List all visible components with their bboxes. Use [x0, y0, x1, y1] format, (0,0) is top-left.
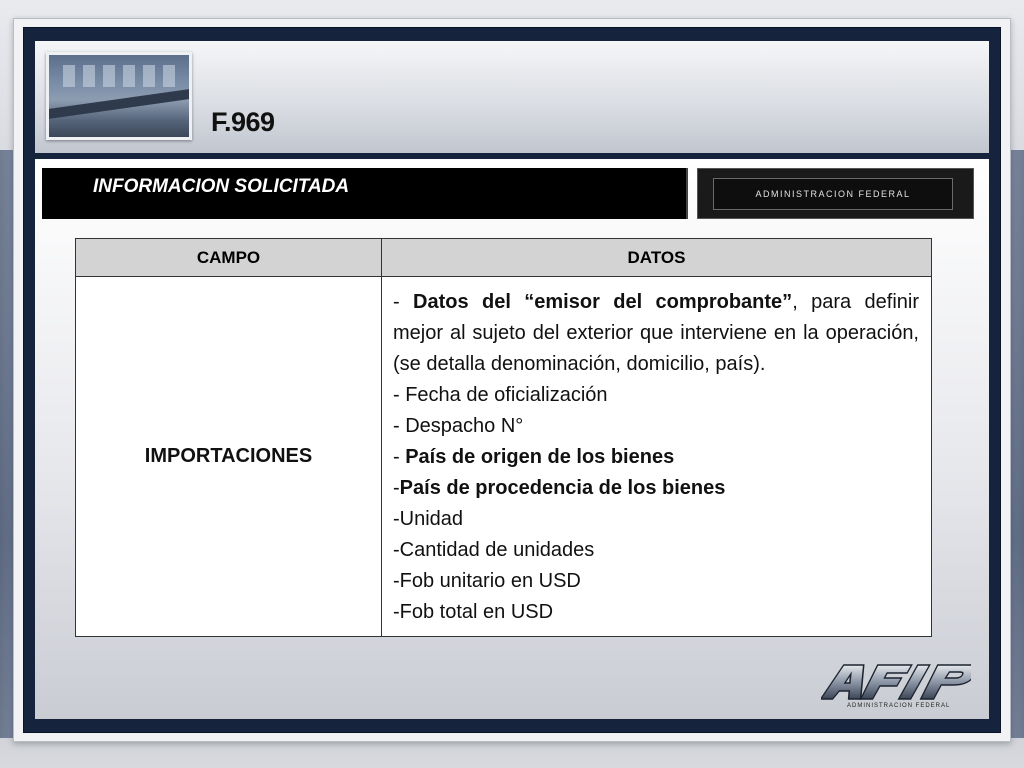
item-fob-total: -Fob total en USD: [393, 601, 554, 623]
column-header-campo: CAMPO: [76, 239, 382, 277]
section-bar: [42, 168, 688, 219]
afip-logo-subtitle: ADMINISTRACION FEDERAL: [847, 703, 951, 709]
item-fob-unitario: -Fob unitario en USD: [393, 570, 581, 592]
slide-header: [35, 41, 989, 153]
item-procedencia: -País de procedencia de los bienes: [393, 477, 726, 499]
table-header-row: [76, 239, 932, 277]
data-table: [75, 238, 932, 637]
afip-logo: [821, 661, 971, 709]
datos-intro: - Datos del “emisor del comprobante”, para definir mejor al sujeto del exterior que interviene en la operación, (se detalla denominación, domicilio, país).: [393, 291, 920, 375]
section-title: INFORMACION SOLICITADA: [93, 176, 350, 197]
page-title: F.969: [211, 107, 275, 137]
item-fecha: - Fecha de oficialización: [393, 384, 608, 406]
column-header-datos: DATOS: [382, 239, 932, 277]
item-unidad: -Unidad: [393, 508, 464, 530]
slide-content: [35, 159, 989, 719]
slide-inner: [23, 27, 1001, 733]
datos-intro-rest: , para definir mejor al sujeto del exterior que interviene en la operación, (se detalla denominación, domicilio, país).: [393, 291, 920, 375]
building-photo: [46, 52, 192, 140]
item-despacho: - Despacho N°: [393, 415, 524, 437]
cell-datos: [382, 277, 932, 637]
administracion-federal-logo: ADMINISTRACION FEDERAL: [713, 178, 953, 210]
datos-intro-bold: Datos del “emisor del comprobante”: [413, 291, 793, 313]
slide-frame: [13, 18, 1011, 742]
item-cantidad: -Cantidad de unidades: [393, 539, 595, 561]
administracion-federal-banner: [697, 168, 974, 219]
table-row: [76, 277, 932, 637]
item-origen: - País de origen de los bienes: [393, 446, 675, 468]
cell-campo: IMPORTACIONES: [76, 277, 382, 637]
